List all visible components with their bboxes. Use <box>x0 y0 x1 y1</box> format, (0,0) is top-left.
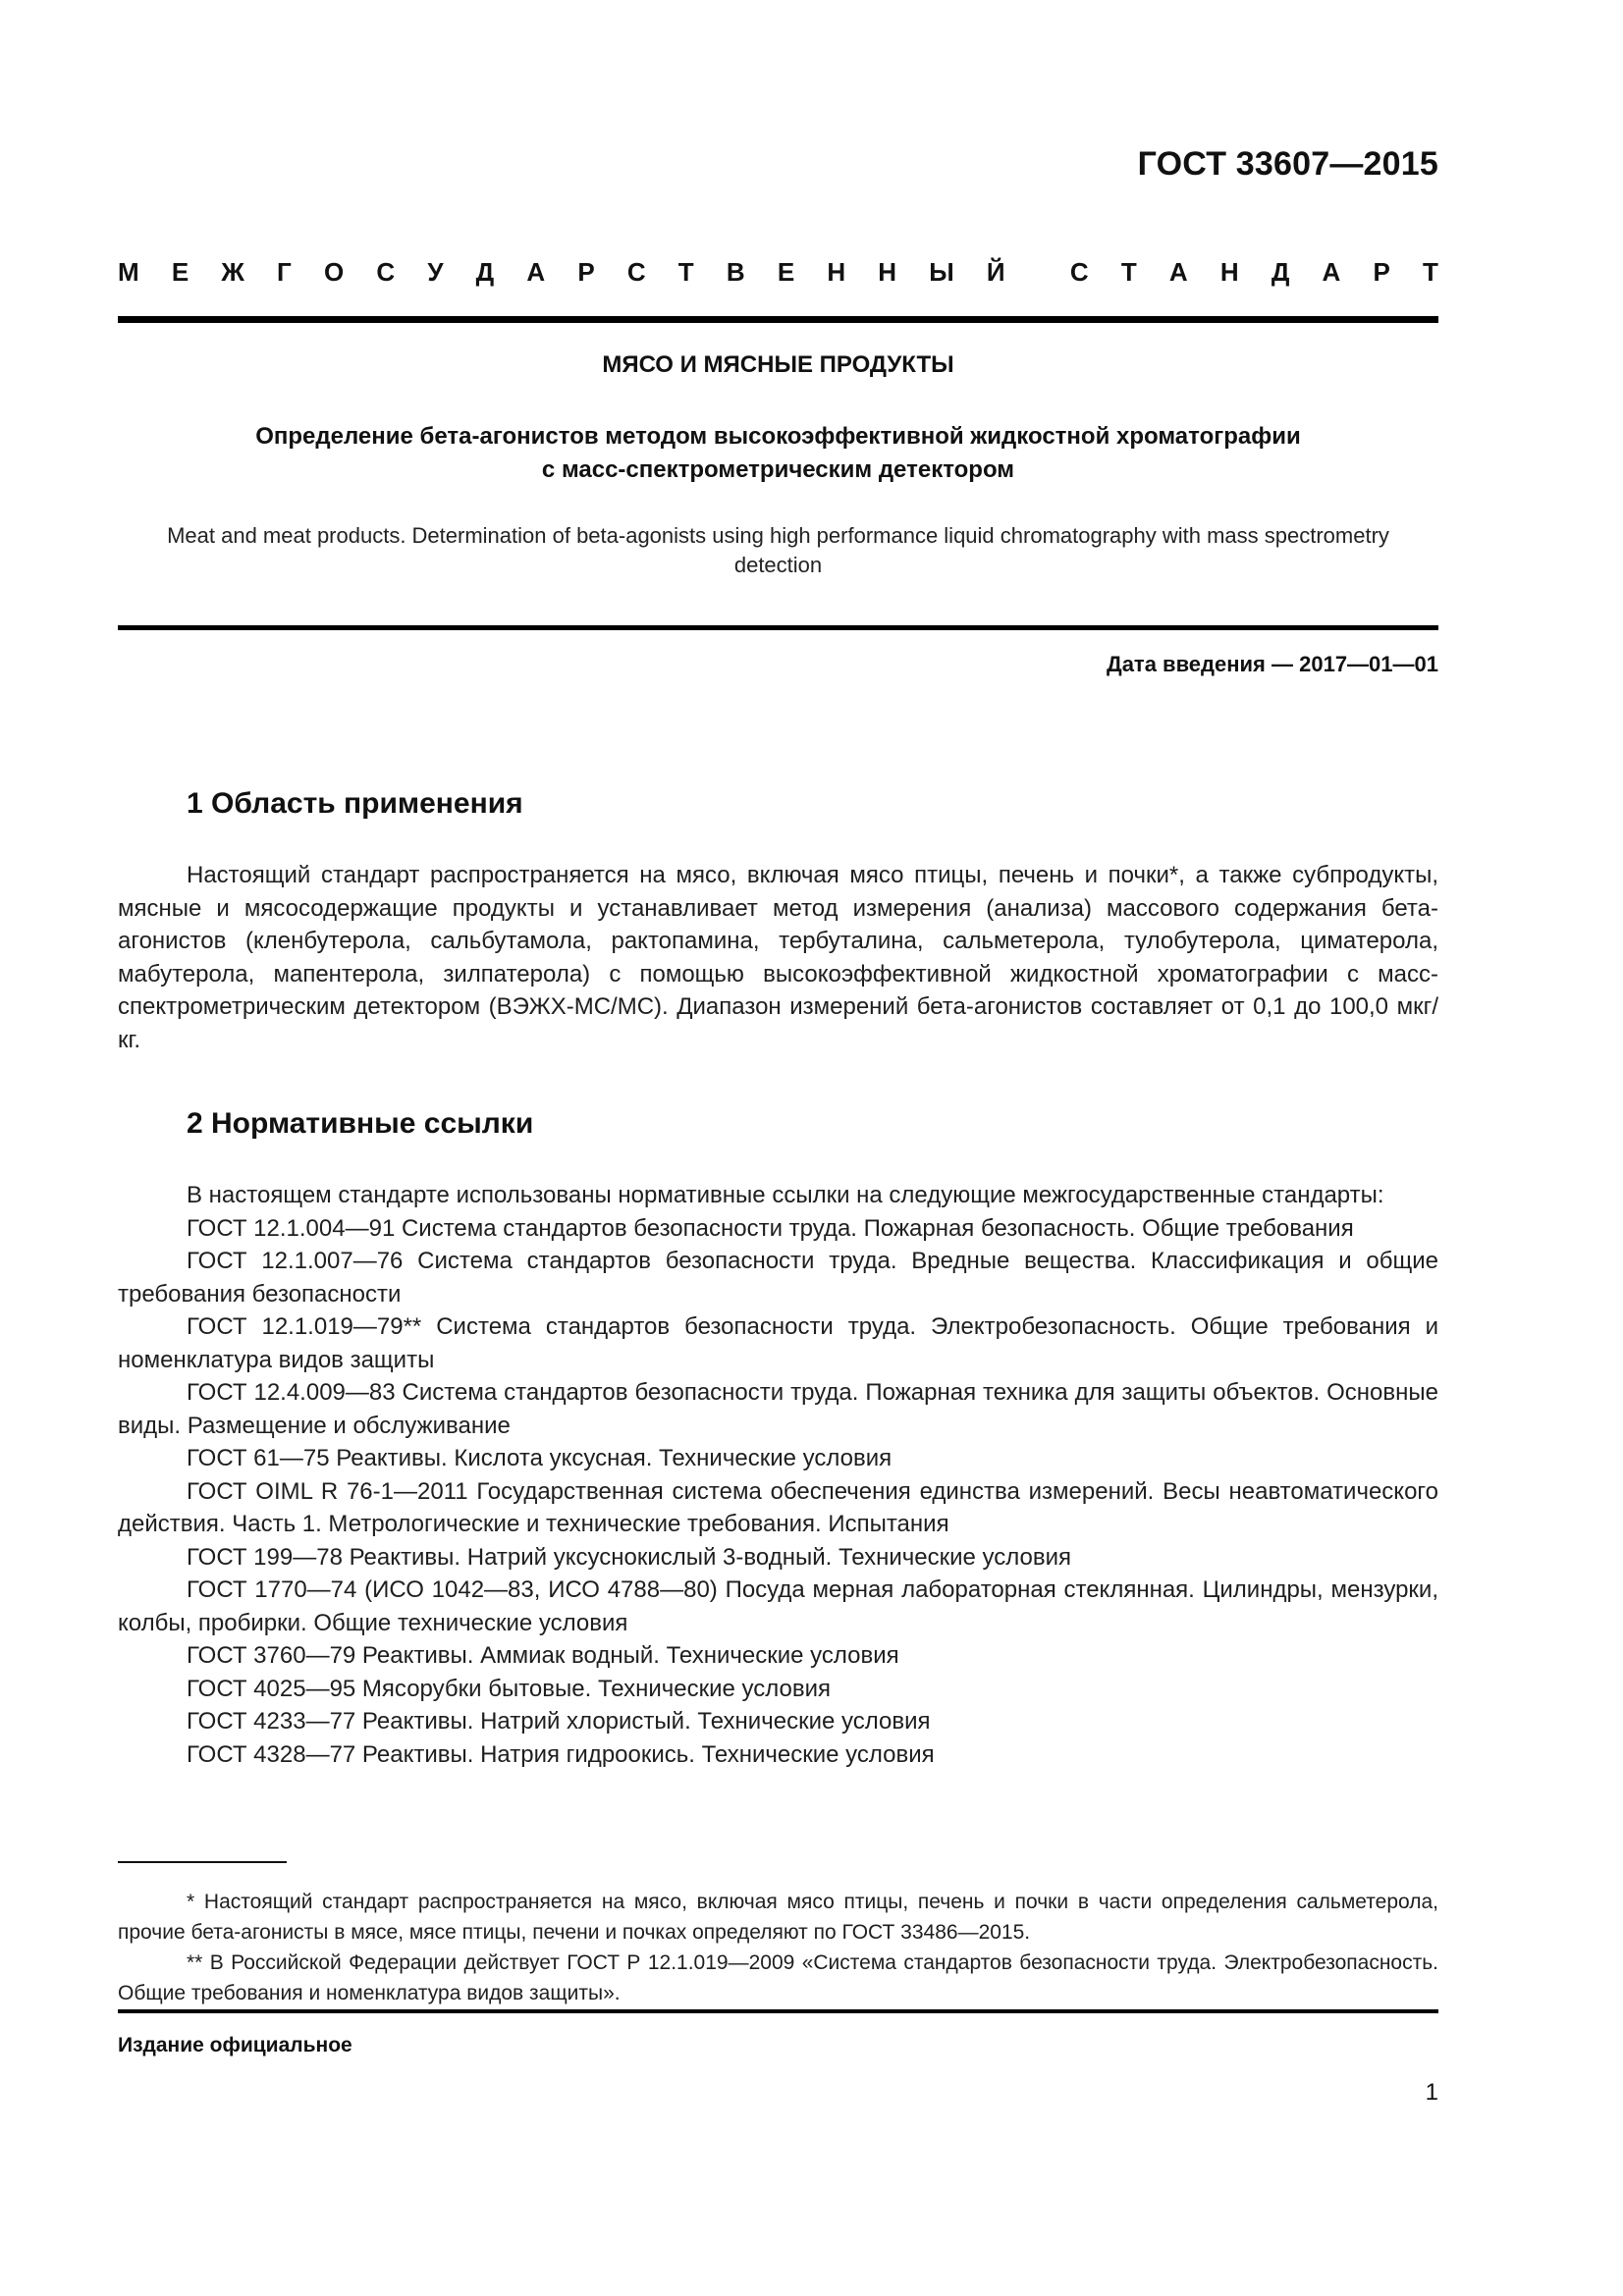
footnote: ** В Российской Федерации действует ГОСТ Р 12.1.019—2009 «Система стандартов безопасности труда. Электробезопасность. Общие требования и номенклатура видов защиты». <box>118 1951 1438 2004</box>
reference-item: ГОСТ OIML R 76-1—2011 Государственная система обеспечения единства измерений. Весы неавтоматического действия. Часть 1. Метрологические и технические требования. Испытания <box>118 1477 1438 1537</box>
banner-letter: Н <box>878 257 897 287</box>
reference-item: ГОСТ 12.1.004—91 Система стандартов безопасности труда. Пожарная безопасность. Общие требования <box>187 1214 1354 1242</box>
paragraph: В настоящем стандарте использованы нормативные ссылки на следующие межгосударственные стандарты: <box>187 1182 1384 1208</box>
official-edition-label: Издание официальное <box>118 2034 352 2056</box>
reference-item: ГОСТ 4025—95 Мясорубки бытовые. Технические условия <box>187 1675 832 1702</box>
banner-letter: Т <box>1120 257 1137 287</box>
banner-letter: Р <box>1373 257 1390 287</box>
document-number: ГОСТ 33607—2015 <box>1137 145 1438 183</box>
banner-letter: А <box>1168 257 1188 287</box>
reference-item: ГОСТ 1770—74 (ИСО 1042—83, ИСО 4788—80) Посуда мерная лабораторная стеклянная. Цилиндры, мензурки, колбы, пробирки. Общие технические условия <box>118 1576 1438 1636</box>
header-divider <box>118 316 1438 323</box>
banner-letter: Ж <box>221 257 244 287</box>
banner-letter: В <box>726 257 745 287</box>
banner-letter: Т <box>1423 257 1438 287</box>
banner-letter: Ы <box>929 257 954 287</box>
banner-letter: А <box>526 257 546 287</box>
banner-letter: С <box>626 257 646 287</box>
reference-item: ГОСТ 199—78 Реактивы. Натрий уксуснокислый 3-водный. Технические условия <box>187 1543 1072 1571</box>
interstate-standard-banner <box>118 257 1438 288</box>
banner-letter: Д <box>1271 257 1290 287</box>
banner-letter: Т <box>677 257 694 287</box>
footer-divider <box>118 2009 1438 2013</box>
page-number: 1 <box>1425 2079 1438 2106</box>
banner-letter: Р <box>577 257 595 287</box>
reference-item: ГОСТ 12.1.019—79** Система стандартов безопасности труда. Электробезопасность. Общие требования и номенклатура видов защиты <box>118 1313 1438 1373</box>
footnote-separator <box>118 1861 287 1863</box>
footnotes <box>118 1887 1438 2008</box>
introduction-date: Дата введения — 2017—01—01 <box>1107 652 1438 676</box>
banner-letter: Е <box>777 257 795 287</box>
english-title-text: Meat and meat products. Determination of beta-agonists using high performance liquid chromatography with mass spectrometry detection <box>167 523 1389 577</box>
reference-item: ГОСТ 4328—77 Реактивы. Натрия гидроокись. Технические условия <box>187 1740 935 1768</box>
banner-letter: М <box>118 257 139 287</box>
document-subtitle <box>118 420 1438 487</box>
footnote: * Настоящий стандарт распространяется на мясо, включая мясо птицы, печень и почки в части определения сальметерола, прочие бета-агонисты в мясе, мясе птицы, печени и почках определяют по ГОСТ 33486—2015. <box>118 1891 1438 1944</box>
reference-item: ГОСТ 61—75 Реактивы. Кислота уксусная. Технические условия <box>187 1445 893 1471</box>
banner-letter: Н <box>1219 257 1239 287</box>
section-heading-normative-references: 2 Нормативные ссылки <box>187 1107 534 1140</box>
banner-letter: Д <box>475 257 495 287</box>
banner-letter: О <box>323 257 345 287</box>
section-body-normative-references <box>118 1179 1438 1771</box>
banner-letter: Н <box>827 257 846 287</box>
section-body-scope <box>118 859 1438 1056</box>
banner-letter: С <box>376 257 396 287</box>
reference-item: ГОСТ 12.4.009—83 Система стандартов безопасности труда. Пожарная техника для защиты объектов. Основные виды. Размещение и обслуживание <box>118 1379 1438 1439</box>
section-heading-scope: 1 Область применения <box>187 787 523 820</box>
banner-letter: Е <box>171 257 189 287</box>
subtitle-line: Определение бета-агонистов методом высокоэффективной жидкостной хроматографии <box>255 423 1301 450</box>
reference-item: ГОСТ 4233—77 Реактивы. Натрий хлористый. Технические условия <box>187 1708 931 1735</box>
title-divider <box>118 625 1438 630</box>
document-title: МЯСО И МЯСНЫЕ ПРОДУКТЫ <box>602 351 954 378</box>
banner-letter: А <box>1322 257 1341 287</box>
paragraph: Настоящий стандарт распространяется на мясо, включая мясо птицы, печень и почки*, а также субпродукты, мясные и мясосодержащие продукты и устанавливает метод измерения (анализа) массового содержания бета-агонистов (кленбутерола, сальбутамола, рактопамина, тербуталина, сальметерола, тулобутерола, циматерола, мабутерола, мапентерола, зилпатерола) с помощью высокоэффективной жидкостной хроматографии с масс-спектрометрическим детектором (ВЭЖХ-МС/МС). Диапазон измерений бета-агонистов составляет от 0,1 до 100,0 мкг/кг. <box>118 862 1438 1053</box>
reference-item: ГОСТ 3760—79 Реактивы. Аммиак водный. Технические условия <box>187 1642 899 1669</box>
banner-letter: Й <box>986 257 1005 287</box>
banner-letter: Г <box>277 257 292 287</box>
banner-letter: С <box>1069 257 1089 287</box>
reference-item: ГОСТ 12.1.007—76 Система стандартов безопасности труда. Вредные вещества. Классификация и общие требования безопасности <box>118 1248 1438 1308</box>
subtitle-line: с масс-спектрометрическим детектором <box>541 456 1015 483</box>
english-title <box>118 521 1438 580</box>
banner-letter: У <box>427 257 444 287</box>
